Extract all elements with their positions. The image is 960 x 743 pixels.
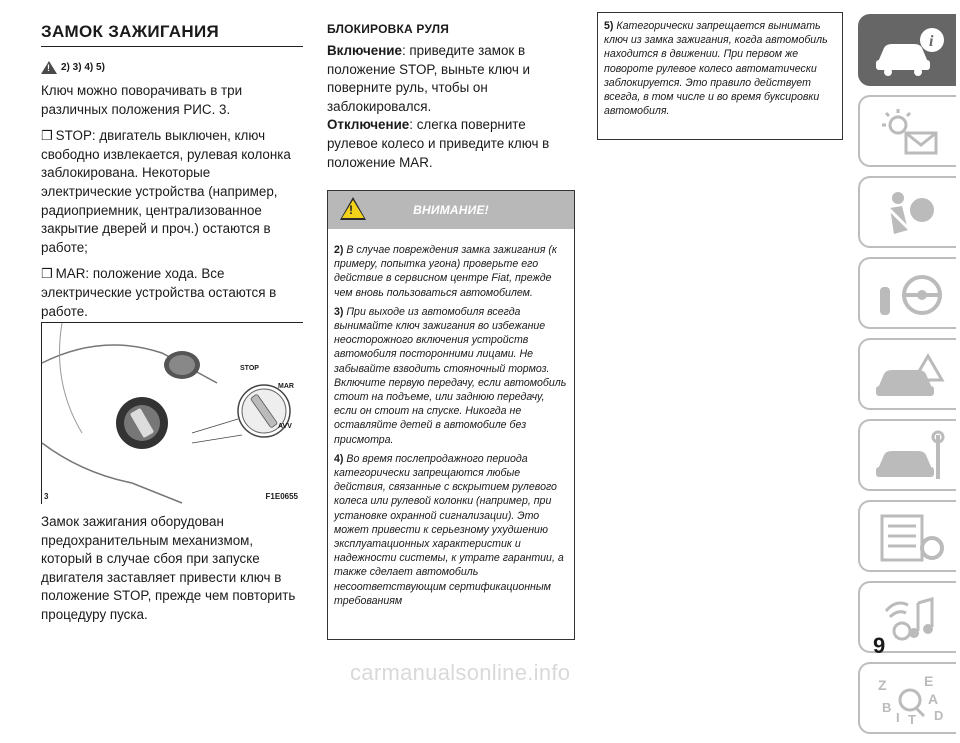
steering-start-icon [872,267,952,323]
ignition-figure [41,322,303,504]
position-mar: ❒ MAR: положение хода. Все электрические устройства остаются в работе. [41,266,277,319]
avv-label: AVV [278,423,292,430]
nav-tab-index[interactable] [858,662,956,734]
warning-lights-icon [872,105,952,161]
engage-paragraph: Включение: приведите замок в положение STOP, выньте ключ и поверните руль, чтобы он заблокировался. [327,43,531,114]
car-info-icon [872,24,952,80]
left-column [41,22,303,348]
maintenance-icon [872,429,952,485]
svg-text:D: D [934,708,944,723]
attention-notes [328,229,574,608]
note-4: 4) Во время послепродажного периода категорически запрещаются любые действия, связанные с вскрытием рулевого колеса или рулевой колонки (например, при установке охранной сигнализации). Это может привести к серьезному ухудшению эксплуатационных характеристик и надежности системы, к утрате гарантии, а также сделает автомобиль несоответствующим сертификационным требованиям [334,452,564,607]
airbag-safety-icon [872,186,952,242]
svg-text:B: B [882,700,892,715]
nav-tab-maintenance[interactable] [858,419,956,491]
note-references [41,61,303,74]
steering-lock-heading: БЛОКИРОВКА РУЛЯ [327,22,450,36]
nav-tab-car-info[interactable] [858,14,956,86]
note-5: 5) Категорически запрещается вынимать ключ из замка зажигания, когда автомобиль находится в движении. При первом же повороте рулевое колесо автоматически заблокируется. Это правило действует всегда, в том числе и во время буксировки автомобиля. [604,20,828,118]
attention-title: ВНИМАНИЕ! [413,203,489,217]
svg-text:A: A [928,691,939,707]
note-3: 3) При выходе из автомобиля всегда вынимайте ключ зажигания во избежание неосторожного включения устройств автомобиля посторонними лицами. Не забывайте взводить стояночный тормоз. Включите первую передачу, если автомобиль стоит на подъеме, или заднюю передачу, если он стоит на спуске. Никогда не оставляйте детей в автомобиле без присмотра. [334,305,567,446]
side-note-box [597,12,843,140]
index-icon [872,672,952,728]
nav-tab-safety[interactable] [858,176,956,248]
figure-code: F1E0655 [265,492,298,501]
svg-text:Z: Z [878,677,887,693]
svg-text:i: i [929,33,934,50]
mechanism-paragraph: Замок зажигания оборудован предохранительным механизмом, который в случае сбоя при запуске двигателя заставляет привести ключ в положение STOP, прежде чем повторить процедуру пуска. [41,514,296,622]
nav-tab-starting-driving[interactable] [858,257,956,329]
figure-number: 3 [44,492,49,501]
section-title: ЗАМОК ЗАЖИГАНИЯ [41,22,303,47]
svg-text:T: T [908,712,916,727]
svg-text:I: I [896,710,900,725]
checkbox-bullet-icon: ❒ [41,266,53,282]
nav-tab-emergency[interactable] [858,338,956,410]
svg-text:E: E [924,673,934,689]
ignition-lock-illustration [42,323,304,505]
stop-label: STOP [240,365,259,372]
lock-mechanism-text [41,513,303,625]
note-2: 2) В случае повреждения замка зажигания (к примеру, попытка угона) проверьте его действие в сервисном центре Fiat, прежде чем вновь пользоваться автомобилем. [334,244,557,299]
warning-triangle-icon [41,61,57,74]
disengage-paragraph: Отключение: слегка поверните рулевое колесо и приведите ключ в положение MAR. [327,117,550,170]
note-refs-text: 2) 3) 4) 5) [61,62,105,73]
position-stop: ❒ STOP: двигатель выключен, ключ свободно извлекается, рулевая колонка заблокирована. Некоторые электрические устройства (например, радиоприемник, централизованное закрытие дверей и проч.) остаются в работе; [41,128,291,255]
page-number: 9 [873,633,886,658]
intro-paragraph: Ключ можно поворачивать в три различных положения РИС. 3. [41,83,243,117]
nav-tab-warning-lights[interactable] [858,95,956,167]
middle-column [327,22,575,172]
checkbox-bullet-icon: ❒ [41,128,53,144]
mar-label: MAR [278,383,294,390]
technical-data-icon [872,510,952,566]
watermark: carmanualsonline.info [350,660,571,685]
nav-tab-technical-data[interactable] [858,500,956,572]
attention-header: ! ВНИМАНИЕ! [328,191,574,229]
emergency-icon [872,348,952,404]
attention-box [327,190,575,640]
